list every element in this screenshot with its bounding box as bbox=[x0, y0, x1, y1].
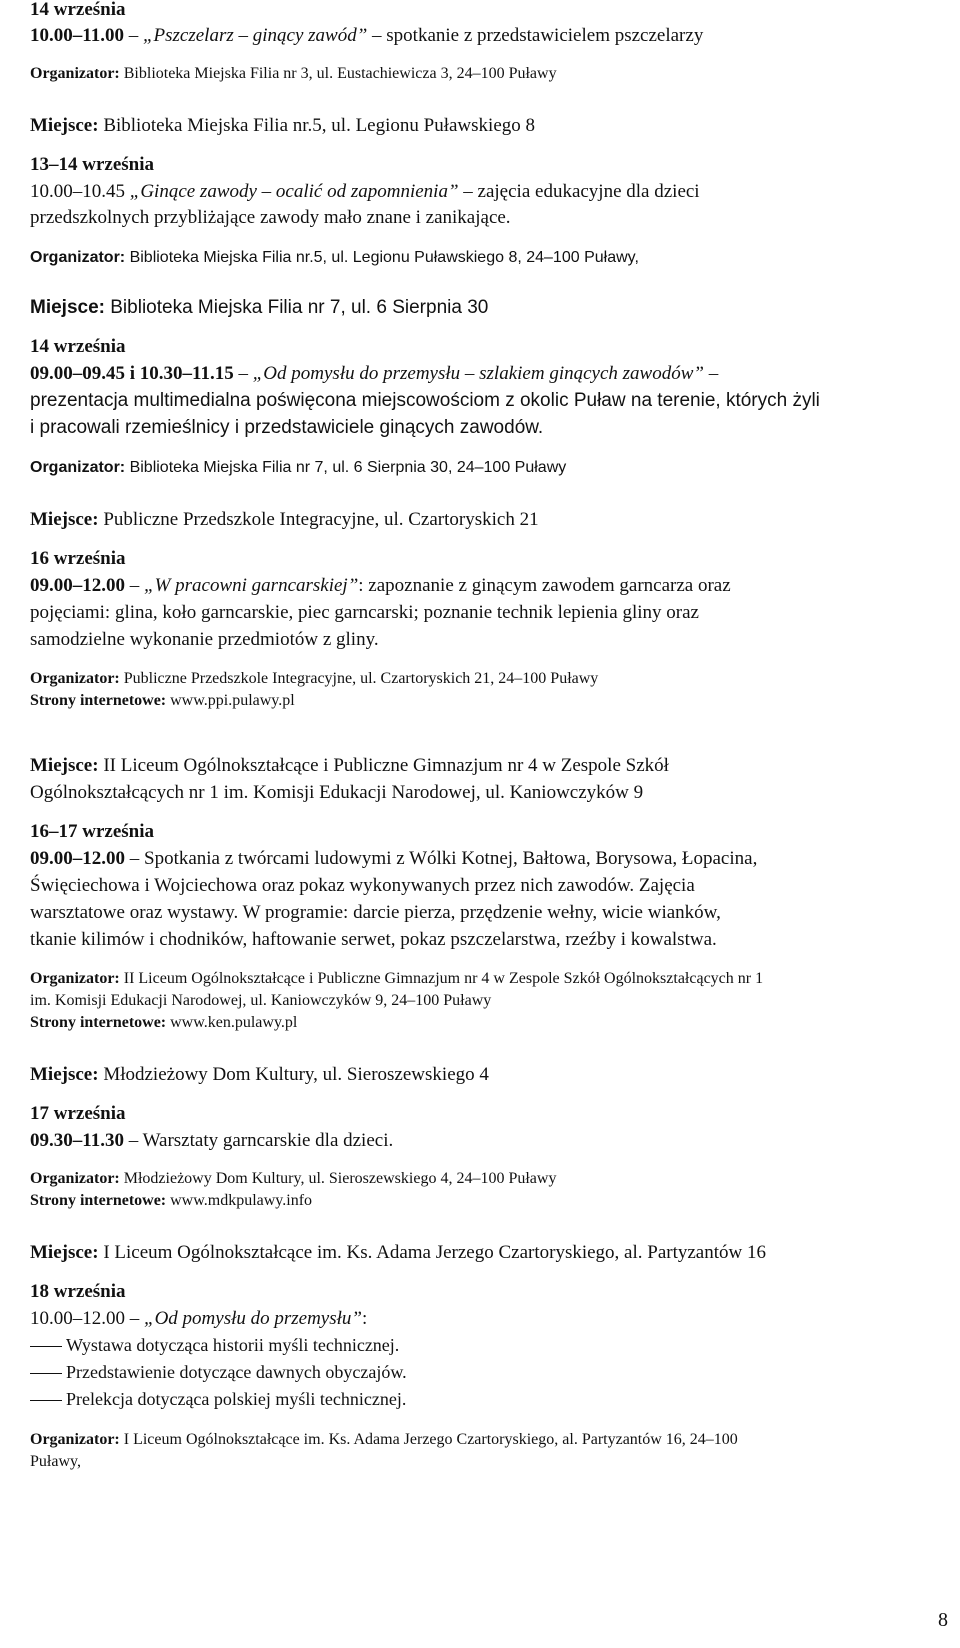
event-title: „Ginące zawody – ocalić od zapomnienia” bbox=[129, 181, 459, 202]
event-date: 17 września bbox=[30, 1103, 126, 1124]
event-description: – Warsztaty garncarskie dla dzieci. bbox=[123, 1130, 394, 1151]
event-title: „W pracowni garncarskiej” bbox=[144, 575, 359, 596]
list-item: Wystawa dotycząca historii myśli technicznej. bbox=[66, 1335, 400, 1355]
event-description-line: warsztatowe oraz wystawy. W programie: darcie pierza, przędzenie wełny, wicie wianków, bbox=[30, 902, 721, 923]
place-label: Miejsce: bbox=[30, 1242, 99, 1263]
organizer-line bbox=[30, 971, 763, 987]
event-heading bbox=[30, 182, 700, 201]
organizer-text: Biblioteka Miejska Filia nr 3, ul. Eustachiewicza 3, 24–100 Puławy bbox=[119, 65, 557, 82]
event-time: 09.00–12.00 bbox=[30, 575, 125, 596]
event-time: 09.00–09.45 i 10.30–11.15 bbox=[30, 363, 234, 384]
organizer-line bbox=[30, 66, 557, 82]
organizer-line bbox=[30, 1171, 556, 1187]
website-label: Strony internetowe: bbox=[30, 692, 167, 709]
event-description-line: samodzielne wykonanie przedmiotów z gliny. bbox=[30, 629, 379, 650]
organizer-text: Publiczne Przedszkole Integracyjne, ul. Czartoryskich 21, 24–100 Puławy bbox=[119, 670, 599, 687]
event-description-line: pojęciami: glina, koło garncarskie, piec garncarski; poznanie technik lepienia gliny oraz bbox=[30, 602, 699, 623]
event-date: 14 września bbox=[30, 336, 126, 357]
place-text: II Liceum Ogólnokształcące i Publiczne Gimnazjum nr 4 w Zespole Szkół bbox=[98, 755, 669, 776]
place-line bbox=[30, 756, 669, 775]
website-link[interactable]: www.mdkpulawy.info bbox=[166, 1192, 313, 1209]
event-heading bbox=[30, 364, 718, 383]
event-heading bbox=[30, 849, 757, 868]
event-description-line: tkanie kilimów i chodników, haftowanie serwet, pokaz pszczelarstwa, rzeźby i kowalstwa. bbox=[30, 929, 717, 950]
organizer-label: Organizator: bbox=[30, 65, 120, 82]
list-item: Przedstawienie dotyczące dawnych obyczajów. bbox=[66, 1362, 407, 1382]
organizer-label: Organizator: bbox=[30, 249, 126, 266]
event-title: „Pszczelarz – ginący zawód” bbox=[142, 25, 368, 46]
event-heading bbox=[30, 26, 703, 45]
event-description-line: prezentacja multimedialna poświęcona miejscowościom z okolic Puław na terenie, których żyli bbox=[30, 390, 820, 411]
organizer-text: Biblioteka Miejska Filia nr 7, ul. 6 Sierpnia 30, 24–100 Puławy bbox=[125, 459, 567, 476]
event-description: – spotkanie z przedstawicielem pszczelarzy bbox=[367, 25, 704, 46]
list-dash bbox=[30, 1346, 62, 1347]
organizer-text: II Liceum Ogólnokształcące i Publiczne Gimnazjum nr 4 w Zespole Szkół Ogólnokształcących nr 1 bbox=[119, 970, 764, 987]
event-description: : bbox=[361, 1308, 368, 1329]
event-description-line: i pracowali rzemieślnicy i przedstawiciele ginących zawodów. bbox=[30, 417, 544, 438]
event-date: 18 września bbox=[30, 1281, 126, 1302]
list-dash bbox=[30, 1373, 62, 1374]
website-line bbox=[30, 1015, 297, 1031]
place-text: Biblioteka Miejska Filia nr 7, ul. 6 Sierpnia 30 bbox=[104, 297, 489, 318]
organizer-line-continued: Puławy, bbox=[30, 1453, 81, 1470]
place-line bbox=[30, 1243, 766, 1262]
event-description-line: przedszkolnych przybliżające zawody mało znane i zanikające. bbox=[30, 207, 511, 228]
list-item: Prelekcja dotycząca polskiej myśli technicznej. bbox=[66, 1389, 407, 1409]
place-label: Miejsce: bbox=[30, 115, 99, 136]
place-label: Miejsce: bbox=[30, 1064, 99, 1085]
event-time: 10.00–12.00 bbox=[30, 1308, 125, 1329]
separator: – bbox=[233, 363, 253, 384]
organizer-line bbox=[30, 460, 566, 476]
website-link[interactable]: www.ken.pulawy.pl bbox=[166, 1014, 298, 1031]
place-line bbox=[30, 298, 488, 317]
place-line bbox=[30, 510, 539, 529]
event-description-line: Święciechowa i Wojciechowa oraz pokaz wykonywanych przez nich zawodów. Zajęcia bbox=[30, 875, 695, 896]
event-date: 16–17 września bbox=[30, 821, 155, 842]
separator: – bbox=[125, 575, 144, 596]
event-description: – zajęcia edukacyjne dla dzieci bbox=[458, 181, 700, 202]
organizer-line bbox=[30, 671, 598, 687]
place-label: Miejsce: bbox=[30, 509, 99, 530]
event-time: 10.00–11.00 bbox=[30, 25, 124, 46]
organizer-label: Organizator: bbox=[30, 1431, 120, 1448]
list-dash bbox=[30, 1400, 62, 1401]
place-text: Młodzieżowy Dom Kultury, ul. Sieroszewskiego 4 bbox=[98, 1064, 489, 1085]
event-time: 10.00–10.45 bbox=[30, 181, 125, 202]
place-text: Publiczne Przedszkole Integracyjne, ul. Czartoryskich 21 bbox=[98, 509, 539, 530]
website-label: Strony internetowe: bbox=[30, 1192, 167, 1209]
place-line bbox=[30, 116, 535, 135]
website-label: Strony internetowe: bbox=[30, 1014, 167, 1031]
organizer-text: Biblioteka Miejska Filia nr.5, ul. Legionu Puławskiego 8, 24–100 Puławy, bbox=[125, 249, 639, 266]
event-title: „Od pomysłu do przemysłu” bbox=[144, 1308, 362, 1329]
event-time: 09.30–11.30 bbox=[30, 1130, 124, 1151]
organizer-line bbox=[30, 1432, 738, 1448]
organizer-label: Organizator: bbox=[30, 1170, 120, 1187]
organizer-text: Młodzieżowy Dom Kultury, ul. Sieroszewskiego 4, 24–100 Puławy bbox=[119, 1170, 557, 1187]
event-date: 16 września bbox=[30, 548, 126, 569]
event-description: : zapoznanie z ginącym zawodem garncarza oraz bbox=[358, 575, 731, 596]
event-title: „Od pomysłu do przemysłu – szlakiem ginących zawodów” – bbox=[252, 363, 719, 384]
event-date: 13–14 września bbox=[30, 154, 155, 175]
event-heading bbox=[30, 1309, 367, 1328]
event-time: 09.00–12.00 bbox=[30, 848, 125, 869]
organizer-label: Organizator: bbox=[30, 459, 126, 476]
organizer-label: Organizator: bbox=[30, 970, 120, 987]
organizer-line bbox=[30, 250, 639, 266]
separator: – bbox=[125, 1308, 144, 1329]
organizer-line-continued: im. Komisji Edukacji Narodowej, ul. Kaniowczyków 9, 24–100 Puławy bbox=[30, 992, 492, 1009]
event-date: 14 września bbox=[30, 0, 126, 20]
place-text: Biblioteka Miejska Filia nr.5, ul. Legionu Puławskiego 8 bbox=[98, 115, 535, 136]
place-label: Miejsce: bbox=[30, 297, 105, 318]
place-line-continued: Ogólnokształcących nr 1 im. Komisji Edukacji Narodowej, ul. Kaniowczyków 9 bbox=[30, 782, 644, 803]
event-heading bbox=[30, 1131, 393, 1150]
organizer-text: I Liceum Ogólnokształcące im. Ks. Adama Jerzego Czartoryskiego, al. Partyzantów 16, 24–100 bbox=[119, 1431, 738, 1448]
place-label: Miejsce: bbox=[30, 755, 99, 776]
website-line bbox=[30, 693, 295, 709]
event-description: – Spotkania z twórcami ludowymi z Wólki Kotnej, Bałtowa, Borysowa, Łopacina, bbox=[125, 848, 758, 869]
separator: – bbox=[123, 25, 143, 46]
website-line bbox=[30, 1193, 312, 1209]
place-text: I Liceum Ogólnokształcące im. Ks. Adama Jerzego Czartoryskiego, al. Partyzantów 16 bbox=[98, 1242, 766, 1263]
event-heading bbox=[30, 576, 731, 595]
place-line bbox=[30, 1065, 489, 1084]
organizer-label: Organizator: bbox=[30, 670, 120, 687]
website-link[interactable]: www.ppi.pulawy.pl bbox=[166, 692, 295, 709]
page-number: 8 bbox=[938, 1609, 948, 1631]
